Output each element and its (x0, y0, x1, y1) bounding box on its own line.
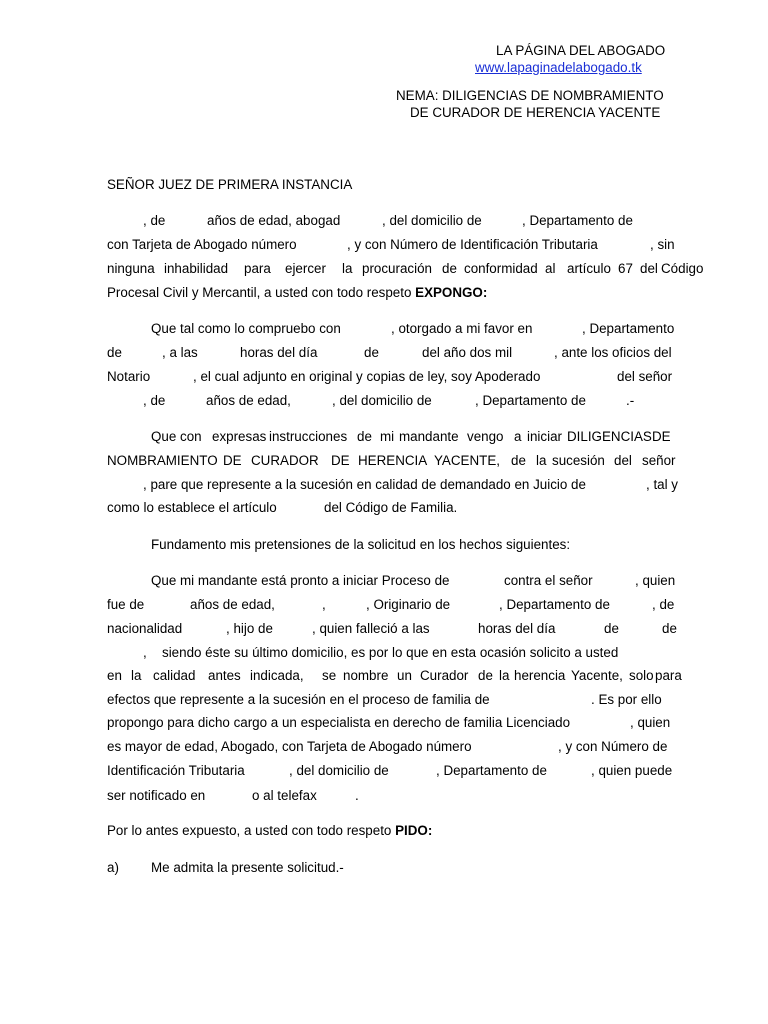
p2-segment: , de (143, 393, 166, 408)
p5-word: para (655, 668, 682, 683)
p2-segment: Que tal como lo compruebo con (151, 321, 341, 336)
list-item: Me admita la presente solicitud.- (151, 860, 344, 875)
p5-word: un (397, 668, 412, 683)
p3-word: DE (223, 453, 242, 468)
request-intro-bold: PIDO: (395, 823, 433, 838)
p3-word: del (614, 453, 632, 468)
p3-word: NOMBRAMIENTO (107, 453, 218, 468)
p5-segment: , (143, 645, 147, 660)
subject-line-2: DE CURADOR DE HERENCIA YACENTE (410, 105, 661, 120)
p2-segment: , ante los oficios del (554, 345, 672, 360)
p1-segment: , Departamento de (522, 213, 633, 228)
p3-word: sucesión (552, 453, 605, 468)
p5-segment: , Departamento de (499, 597, 610, 612)
p1-closing (107, 285, 487, 301)
p5-segment: , quien falleció a las (312, 621, 430, 636)
p3-segment: como lo establece el artículo (107, 500, 277, 515)
p3-word: a (514, 429, 522, 444)
p5-word: calidad (153, 668, 196, 683)
p5-segment: , del domicilio de (289, 763, 389, 778)
p3-word: CURADOR (251, 453, 319, 468)
p5-segment: horas del día (478, 621, 556, 636)
p5-word: de (478, 668, 493, 683)
p3-word: YACENTE, (434, 453, 500, 468)
p5-segment: , y con Número de (558, 739, 668, 754)
p2-segment: , a las (162, 345, 198, 360)
p5-segment: propongo para dicho cargo a un especialista en derecho de familia Licenciado (107, 715, 571, 730)
p3-word: DILIGENCIAS (567, 429, 652, 444)
p3-word: instrucciones (269, 429, 348, 444)
p1-word: ninguna (107, 261, 155, 276)
p5-word: se (322, 668, 337, 683)
p5-word: nombre (343, 668, 389, 683)
p5-segment: , hijo de (226, 621, 273, 636)
p5-word: Yacente, (571, 668, 623, 683)
p5-segment: , de (652, 597, 675, 612)
p5-segment: es mayor de edad, Abogado, con Tarjeta de Abogado número (107, 739, 472, 754)
p3-segment: , pare que represente a la sucesión en calidad de demandado en Juicio de (143, 477, 586, 492)
p3-word: señor (642, 453, 676, 468)
p5-segment: fue de (107, 597, 145, 612)
p3-word: vengo (467, 429, 504, 444)
subject-line-1: NEMA: DILIGENCIAS DE NOMBRAMIENTO (396, 88, 664, 103)
p1-closing-bold: EXPONGO: (415, 285, 488, 300)
request-intro (107, 823, 432, 839)
p5-word: la (499, 668, 510, 683)
p5-word: antes (208, 668, 241, 683)
p1-word: para (244, 261, 271, 276)
p2-segment: , Departamento de (475, 393, 586, 408)
p5-segment: , quien (630, 715, 671, 730)
p5-segment: , Departamento de (436, 763, 547, 778)
p3-word: DE (652, 429, 671, 444)
p5-segment: , quien puede (591, 763, 673, 778)
p3-segment: del Código de Familia. (324, 500, 458, 515)
p5-segment: contra el señor (504, 573, 593, 588)
p5-word: en (107, 668, 122, 683)
p2-segment: .- (626, 393, 635, 408)
p5-word: indicada, (250, 668, 304, 683)
p1-segment: , sin (650, 237, 675, 252)
p2-segment: , del domicilio de (332, 393, 432, 408)
p5-segment: , quien (635, 573, 676, 588)
p5-segment: Que mi mandante está pronto a iniciar Proceso de (151, 573, 450, 588)
request-intro-text: Por lo antes expuesto, a usted con todo respeto (107, 823, 396, 838)
p5-segment: , Originario de (366, 597, 451, 612)
p3-word: expresas (212, 429, 267, 444)
p1-word: procuración (362, 261, 432, 276)
p3-word: la (536, 453, 547, 468)
p3-word: de (511, 453, 526, 468)
p3-word: mandante (399, 429, 459, 444)
p2-segment: Notario (107, 369, 151, 384)
p1-segment: con Tarjeta de Abogado número (107, 237, 297, 252)
p5-word: Curador (420, 668, 469, 683)
p5-segment: o al telefax (252, 788, 317, 803)
p5-segment: Identificación Tributaria (107, 763, 245, 778)
p5-segment: , (322, 597, 326, 612)
p3-word: DE (331, 453, 350, 468)
p1-closing-text: Procesal Civil y Mercantil, a usted con todo respeto (107, 285, 416, 300)
p2-segment: de (107, 345, 122, 360)
p2-segment: horas del día (240, 345, 318, 360)
p1-word: ejercer (285, 261, 326, 276)
p1-word: Código (661, 261, 704, 276)
p2-segment: del año dos mil (422, 345, 513, 360)
p1-segment: , del domicilio de (382, 213, 482, 228)
facts-intro: Fundamento mis pretensiones de la solicitud en los hechos siguientes: (151, 537, 571, 552)
p5-segment: efectos que represente a la sucesión en el proceso de familia de (107, 692, 490, 707)
p3-word: de (357, 429, 372, 444)
p5-segment: . Es por ello (591, 692, 662, 707)
list-marker: a) (107, 860, 119, 875)
p2-segment: del señor (617, 369, 673, 384)
addressee: SEÑOR JUEZ DE PRIMERA INSTANCIA (107, 177, 353, 192)
p1-word: del (640, 261, 658, 276)
p5-segment: siendo éste su último domicilio, es por lo que en esta ocasión solicito a usted (162, 645, 619, 660)
p1-word: al (545, 261, 556, 276)
p3-word: iniciar (527, 429, 562, 444)
site-url-link[interactable]: www.lapaginadelabogado.tk (475, 60, 642, 75)
p3-word: con (180, 429, 202, 444)
p5-segment: ser notificado en (107, 788, 206, 803)
p1-segment: , de (143, 213, 166, 228)
p1-segment: años de edad, abogad (207, 213, 341, 228)
p2-segment: , el cual adjunto en original y copias de ley, soy Apoderado (193, 369, 541, 384)
p1-word: conformidad (464, 261, 538, 276)
p1-word: la (342, 261, 353, 276)
p5-segment: nacionalidad (107, 621, 183, 636)
site-name: LA PÁGINA DEL ABOGADO (496, 43, 666, 58)
p1-word: de (442, 261, 457, 276)
p5-segment: . (355, 788, 359, 803)
p3-segment: , tal y (646, 477, 678, 492)
p5-segment: de (604, 621, 619, 636)
p1-word: inhabilidad (164, 261, 229, 276)
p2-segment: años de edad, (206, 393, 291, 408)
p2-segment: de (364, 345, 379, 360)
p3-word: Que (151, 429, 177, 444)
p5-word: solo (629, 668, 654, 683)
p1-word: 67 (618, 261, 633, 276)
p5-segment: de (662, 621, 677, 636)
p5-segment: años de edad, (190, 597, 275, 612)
p1-word: artículo (567, 261, 611, 276)
p3-word: mi (380, 429, 395, 444)
p1-segment: , y con Número de Identificación Tributaria (347, 237, 598, 252)
p2-segment: , otorgado a mi favor en (391, 321, 533, 336)
p2-segment: , Departamento (582, 321, 675, 336)
p3-word: HERENCIA (358, 453, 428, 468)
p5-word: la (131, 668, 142, 683)
p5-word: herencia (514, 668, 566, 683)
